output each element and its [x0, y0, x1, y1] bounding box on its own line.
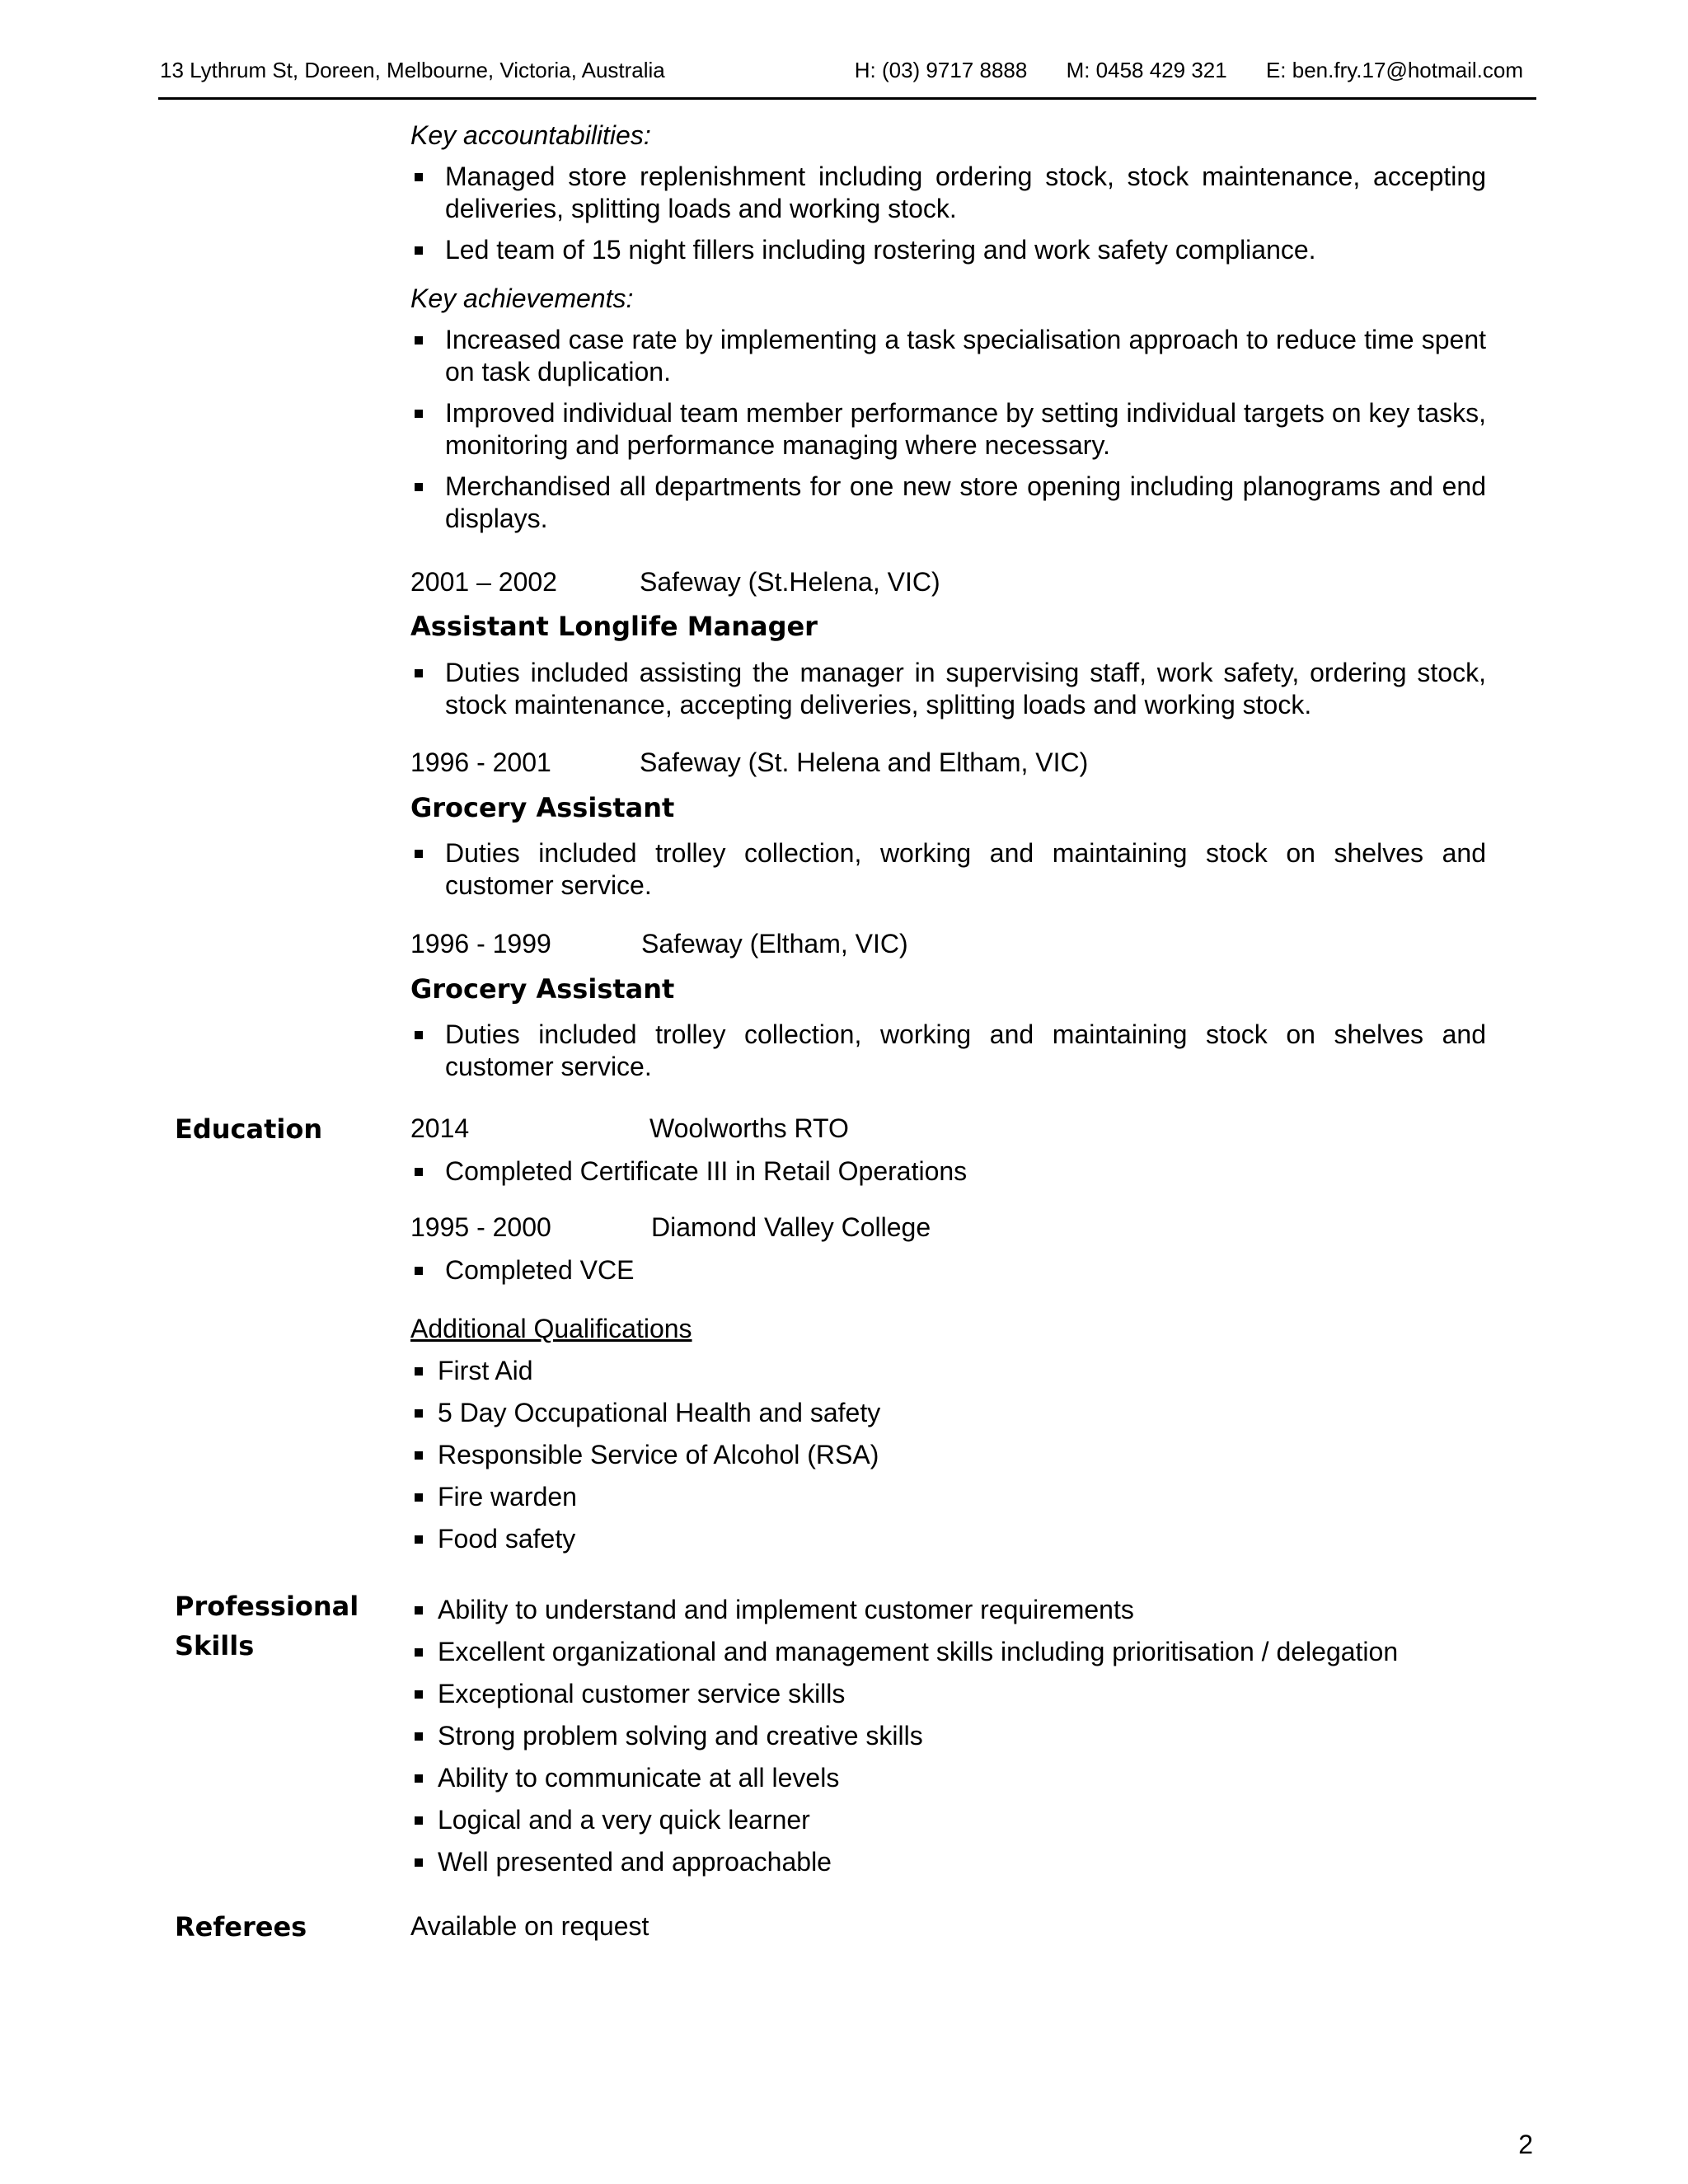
contact-details	[822, 58, 1523, 83]
list-item: Well presented and approachable	[410, 1846, 1486, 1878]
education-dates: 2014	[410, 1113, 470, 1143]
additional-qualifications-heading: Additional Qualifications	[410, 1314, 692, 1343]
list-item: Duties included assisting the manager in supervising staff, work safety, ordering stock, stock maintenance, accepting deliveries, splitting loads and working stock.	[410, 657, 1486, 721]
list-item: Completed Certificate III in Retail Operations	[410, 1155, 1486, 1188]
page-number: 2	[1518, 2130, 1533, 2159]
achievements-heading: Key achievements:	[410, 284, 634, 313]
job-title: Grocery Assistant	[410, 792, 675, 823]
education-institution: Diamond Valley College	[651, 1212, 931, 1242]
address: 13 Lythrum St, Doreen, Melbourne, Victoria, Australia	[160, 58, 665, 82]
list-item: Completed VCE	[410, 1254, 1486, 1286]
job-duties	[410, 657, 1486, 721]
job-title: Assistant Longlife Manager	[410, 611, 818, 642]
job-entry	[410, 747, 1089, 779]
list-item: Ability to communicate at all levels	[410, 1762, 1486, 1794]
job-employer: Safeway (St.Helena, VIC)	[640, 567, 940, 597]
list-item: Logical and a very quick learner	[410, 1804, 1486, 1836]
skills-label-line: Professional	[175, 1591, 359, 1622]
education-detail-list	[410, 1254, 1486, 1286]
home-phone: H: (03) 9717 8888	[854, 58, 1028, 82]
job-employer: Safeway (Eltham, VIC)	[641, 929, 908, 958]
accountabilities-list	[410, 161, 1486, 266]
contact-header	[158, 54, 1536, 100]
job-dates: 2001 – 2002	[410, 567, 557, 597]
list-item: Responsible Service of Alcohol (RSA)	[410, 1439, 1486, 1471]
additional-qualifications-list	[410, 1355, 1486, 1555]
list-item: Duties included trolley collection, working and maintaining stock on shelves and customer service.	[410, 837, 1486, 902]
education-detail-list	[410, 1155, 1486, 1188]
list-item: Food safety	[410, 1523, 1486, 1555]
list-item: Excellent organizational and management skills including prioritisation / delegation	[410, 1636, 1486, 1668]
mobile-phone: M: 0458 429 321	[1066, 58, 1227, 82]
job-duties	[410, 837, 1486, 902]
referees-label: Referees	[175, 1911, 307, 1943]
list-item: Managed store replenishment including ordering stock, stock maintenance, accepting deliveries, splitting loads and working stock.	[410, 161, 1486, 225]
list-item: Led team of 15 night fillers including rostering and work safety compliance.	[410, 234, 1486, 266]
job-employer: Safeway (St. Helena and Eltham, VIC)	[640, 748, 1089, 777]
education-label: Education	[175, 1113, 323, 1145]
list-item: Increased case rate by implementing a task specialisation approach to reduce time spent on task duplication.	[410, 324, 1486, 388]
list-item: Strong problem solving and creative skills	[410, 1720, 1486, 1752]
referees-text: Available on request	[410, 1911, 649, 1941]
skills-label	[175, 1586, 359, 1666]
skills-label-line: Skills	[175, 1630, 255, 1661]
job-title: Grocery Assistant	[410, 973, 675, 1005]
list-item: Duties included trolley collection, working and maintaining stock on shelves and customer service.	[410, 1019, 1486, 1083]
list-item: Merchandised all departments for one new store opening including planograms and end displays.	[410, 471, 1486, 535]
achievements-list	[410, 324, 1486, 535]
job-dates: 1996 - 2001	[410, 748, 551, 777]
job-entry	[410, 566, 940, 598]
accountabilities-heading: Key accountabilities:	[410, 120, 651, 150]
job-dates: 1996 - 1999	[410, 929, 551, 958]
email-address: E: ben.fry.17@hotmail.com	[1265, 58, 1523, 82]
list-item: Improved individual team member performance by setting individual targets on key tasks, monitoring and performance managing where necessary.	[410, 397, 1486, 462]
job-duties	[410, 1019, 1486, 1083]
list-item: Fire warden	[410, 1481, 1486, 1513]
skills-list	[410, 1594, 1486, 1878]
list-item: 5 Day Occupational Health and safety	[410, 1397, 1486, 1429]
education-institution: Woolworths RTO	[649, 1113, 849, 1143]
education-entry	[410, 1113, 849, 1145]
job-entry	[410, 928, 908, 960]
education-dates: 1995 - 2000	[410, 1212, 551, 1242]
education-entry	[410, 1212, 931, 1244]
list-item: Exceptional customer service skills	[410, 1678, 1486, 1710]
list-item: Ability to understand and implement customer requirements	[410, 1594, 1486, 1626]
list-item: First Aid	[410, 1355, 1486, 1387]
